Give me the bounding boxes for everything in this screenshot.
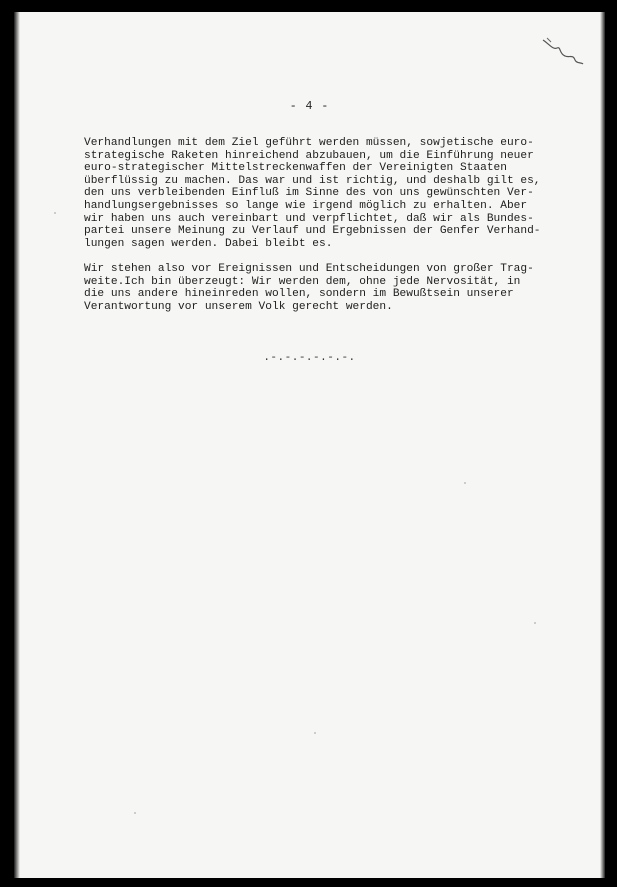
handwritten-mark-icon: [539, 34, 585, 68]
text-line: den uns verbleibenden Einfluß im Sinne des von uns gewünschten Ver-: [84, 187, 534, 200]
text-line: weite.Ich bin überzeugt: Wir werden dem, ohne jede Nervosität, in: [84, 275, 521, 288]
text-line: Verhandlungen mit dem Ziel geführt werden müssen, sowjetische euro-: [84, 137, 534, 149]
scan-speck: [314, 732, 316, 734]
text-line: euro-strategischer Mittelstreckenwaffen der Vereinigten Staaten: [84, 162, 507, 175]
text-line: handlungsergebnisses so lange wie irgend möglich zu erhalten. Aber: [84, 199, 528, 212]
text-line: lungen sagen werden. Dabei bleibt es.: [84, 237, 333, 250]
text-line: Wir stehen also vor Ereignissen und Entscheidungen von großer Trag-: [84, 262, 534, 275]
page-number: - 4 -: [289, 100, 330, 113]
document-page: [14, 12, 605, 878]
text-line: überflüssig zu machen. Das war und ist richtig, und deshalb gilt es,: [84, 174, 541, 187]
scan-speck: [534, 622, 536, 624]
text-line: die uns andere hineinreden wollen, sondern im Bewußtsein unserer: [84, 288, 514, 301]
scan-speck: [54, 212, 56, 214]
end-mark: .-.-.-.-.-.-.: [263, 352, 356, 364]
scan-edge-right: [600, 12, 605, 878]
text-line: strategische Raketen hinreichend abzubauen, um die Einführung neuer: [84, 149, 534, 162]
paragraph-2: [84, 263, 562, 313]
scan-speck: [134, 812, 136, 814]
text-line: Verantwortung vor unserem Volk gerecht werden.: [84, 300, 393, 313]
body-text: [84, 137, 562, 326]
paragraph-1: [84, 137, 562, 250]
scan-edge-left: [14, 12, 20, 878]
text-line: partei unsere Meinung zu Verlauf und Ergebnissen der Genfer Verhand-: [84, 225, 541, 238]
scan-speck: [464, 482, 466, 484]
text-line: wir haben uns auch vereinbart und verpflichtet, daß wir als Bundes-: [84, 212, 534, 225]
